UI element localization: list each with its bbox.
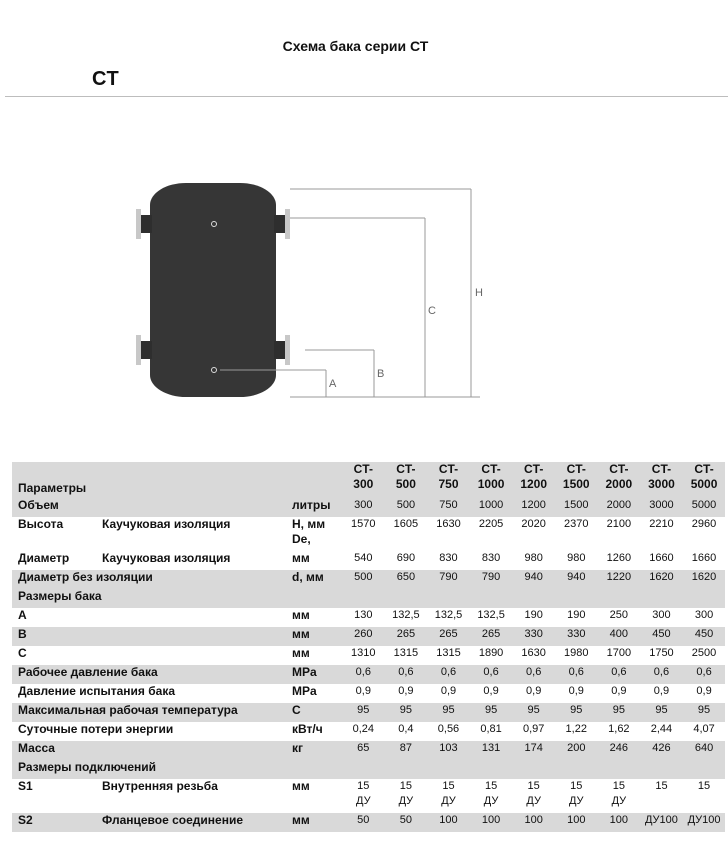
cell-value: 103: [427, 741, 470, 760]
cell-value: 790: [427, 570, 470, 589]
cell-value: 1660: [640, 551, 683, 570]
cell-value: 0,9: [640, 684, 683, 703]
row-label: Суточные потери энергии: [12, 722, 292, 741]
cell-value: 300: [683, 608, 726, 627]
cell-value: 95: [470, 703, 513, 722]
table-row: [12, 589, 725, 608]
row-unit: кВт/ч: [292, 722, 342, 741]
cell-value: 132,5: [470, 608, 513, 627]
cell-value: 640: [683, 741, 726, 760]
cell-value: 2,44: [640, 722, 683, 741]
cell-value: 15: [640, 779, 683, 813]
row-unit: [292, 589, 342, 608]
cell-value: 0,6: [555, 665, 598, 684]
cell-value: 15 ДУ: [555, 779, 598, 813]
cell-value: [512, 589, 555, 608]
cell-value: 87: [385, 741, 428, 760]
cell-value: 940: [555, 570, 598, 589]
cell-value: 500: [385, 498, 428, 517]
cell-value: 0,6: [512, 665, 555, 684]
cell-value: 830: [470, 551, 513, 570]
cell-value: 1605: [385, 517, 428, 551]
column-header: CT- 2000: [598, 462, 641, 498]
row-unit: d, мм: [292, 570, 342, 589]
cell-value: 1980: [555, 646, 598, 665]
cell-value: 1570: [342, 517, 385, 551]
row-label: Давление испытания бака: [12, 684, 292, 703]
cell-value: 15 ДУ: [598, 779, 641, 813]
row-sublabel: Каучуковая изоляция: [102, 517, 292, 551]
cell-value: 690: [385, 551, 428, 570]
cell-value: 190: [555, 608, 598, 627]
row-label: Масса: [12, 741, 292, 760]
cell-value: 130: [342, 608, 385, 627]
tank-diagram: [120, 175, 490, 405]
cell-value: 0,9: [427, 684, 470, 703]
cell-value: 1315: [427, 646, 470, 665]
row-sublabel: Каучуковая изоляция: [102, 551, 292, 570]
cell-value: 500: [342, 570, 385, 589]
row-unit: мм: [292, 608, 342, 627]
cell-value: 131: [470, 741, 513, 760]
table-row: [12, 517, 725, 551]
cell-value: [640, 760, 683, 779]
cell-value: 265: [385, 627, 428, 646]
row-unit: H, мм De,: [292, 517, 342, 551]
cell-value: 0,9: [385, 684, 428, 703]
row-unit: мм: [292, 779, 342, 813]
cell-value: ДУ100: [683, 813, 726, 832]
cell-value: 0,9: [470, 684, 513, 703]
cell-value: 95: [598, 703, 641, 722]
column-header: CT- 750: [427, 462, 470, 498]
cell-value: 1260: [598, 551, 641, 570]
table-row: [12, 779, 725, 813]
page-title: Схема бака серии СТ: [282, 38, 429, 54]
row-sublabel: Внутренняя резьба: [102, 779, 292, 813]
cell-value: 1500: [555, 498, 598, 517]
cell-value: 2370: [555, 517, 598, 551]
series-label: CT: [92, 68, 119, 90]
dim-label-b: B: [377, 368, 385, 380]
column-header: CT- 3000: [640, 462, 683, 498]
cell-value: 300: [342, 498, 385, 517]
cell-value: 265: [470, 627, 513, 646]
table-row: [12, 646, 725, 665]
cell-value: 1750: [640, 646, 683, 665]
cell-value: 1200: [512, 498, 555, 517]
row-label: Максимальная рабочая температура: [12, 703, 292, 722]
cell-value: 95: [640, 703, 683, 722]
cell-value: 0,9: [512, 684, 555, 703]
cell-value: 100: [470, 813, 513, 832]
cell-value: [470, 760, 513, 779]
cell-value: 50: [385, 813, 428, 832]
cell-value: 0,4: [385, 722, 428, 741]
cell-value: 95: [512, 703, 555, 722]
connector-left-bottom: [140, 341, 152, 359]
cell-value: 426: [640, 741, 683, 760]
cell-value: 300: [640, 608, 683, 627]
cell-value: 0,6: [342, 665, 385, 684]
cell-value: [683, 760, 726, 779]
table-row: [12, 627, 725, 646]
table-row: [12, 684, 725, 703]
column-header: CT- 1200: [512, 462, 555, 498]
cell-value: 250: [598, 608, 641, 627]
row-label: Размеры подключений: [12, 760, 292, 779]
table-header-row: [12, 462, 725, 498]
header-label: Параметры: [12, 462, 342, 498]
table-row: [12, 722, 725, 741]
column-header: CT- 5000: [683, 462, 726, 498]
cell-value: 95: [555, 703, 598, 722]
table-row: [12, 570, 725, 589]
row-label: Размеры бака: [12, 589, 292, 608]
cell-value: 100: [512, 813, 555, 832]
cell-value: [640, 589, 683, 608]
row-unit: мм: [292, 813, 342, 832]
cell-value: 330: [512, 627, 555, 646]
cell-value: 132,5: [427, 608, 470, 627]
cell-value: 15 ДУ: [512, 779, 555, 813]
cell-value: 330: [555, 627, 598, 646]
cell-value: 1310: [342, 646, 385, 665]
row-label: Диаметр без изоляции: [12, 570, 292, 589]
cell-value: 15: [683, 779, 726, 813]
cell-value: 0,24: [342, 722, 385, 741]
cell-value: 246: [598, 741, 641, 760]
table-row: [12, 703, 725, 722]
row-unit: мм: [292, 646, 342, 665]
table-row: [12, 813, 725, 832]
cell-value: 1630: [427, 517, 470, 551]
cell-value: 100: [427, 813, 470, 832]
row-unit: MPa: [292, 665, 342, 684]
cell-value: 1660: [683, 551, 726, 570]
cell-value: 0,97: [512, 722, 555, 741]
cell-value: [512, 760, 555, 779]
connector-right-top: [274, 215, 286, 233]
cell-value: 95: [683, 703, 726, 722]
cell-value: 15 ДУ: [427, 779, 470, 813]
table-row: [12, 665, 725, 684]
cell-value: [385, 760, 428, 779]
dim-label-c: C: [428, 305, 436, 317]
cell-value: 50: [342, 813, 385, 832]
row-label: A: [12, 608, 292, 627]
row-unit: мм: [292, 551, 342, 570]
cell-value: 65: [342, 741, 385, 760]
row-unit: [292, 760, 342, 779]
cell-value: 2020: [512, 517, 555, 551]
column-header: CT- 300: [342, 462, 385, 498]
cell-value: [555, 589, 598, 608]
row-sublabel: Фланцевое соединение: [102, 813, 292, 832]
row-label: Рабочее давление бака: [12, 665, 292, 684]
cell-value: 2000: [598, 498, 641, 517]
cell-value: 15 ДУ: [342, 779, 385, 813]
cell-value: 0,9: [598, 684, 641, 703]
column-header: CT- 1500: [555, 462, 598, 498]
cell-value: 0,9: [555, 684, 598, 703]
row-unit: MPa: [292, 684, 342, 703]
cell-value: 132,5: [385, 608, 428, 627]
cell-value: 0,56: [427, 722, 470, 741]
cell-value: 1000: [470, 498, 513, 517]
cell-value: [598, 589, 641, 608]
cell-value: 174: [512, 741, 555, 760]
cell-value: 830: [427, 551, 470, 570]
cell-value: 450: [640, 627, 683, 646]
row-label: S2: [12, 813, 102, 832]
cell-value: 0,6: [640, 665, 683, 684]
cell-value: 1700: [598, 646, 641, 665]
cell-value: 4,07: [683, 722, 726, 741]
cell-value: [427, 589, 470, 608]
cell-value: [342, 760, 385, 779]
cell-value: 2100: [598, 517, 641, 551]
table-row: [12, 551, 725, 570]
cell-value: 750: [427, 498, 470, 517]
connector-left-top: [140, 215, 152, 233]
cell-value: 0,6: [385, 665, 428, 684]
column-header: CT- 500: [385, 462, 428, 498]
cell-value: [385, 589, 428, 608]
table-row: [12, 498, 725, 517]
cell-value: [555, 760, 598, 779]
row-unit: кг: [292, 741, 342, 760]
cell-value: 1,62: [598, 722, 641, 741]
cell-value: ДУ100: [640, 813, 683, 832]
row-label: S1: [12, 779, 102, 813]
cell-value: 0,6: [427, 665, 470, 684]
cell-value: 5000: [683, 498, 726, 517]
cell-value: 260: [342, 627, 385, 646]
cell-value: 1890: [470, 646, 513, 665]
table-row: [12, 741, 725, 760]
cell-value: 0,9: [683, 684, 726, 703]
cell-value: 650: [385, 570, 428, 589]
cell-value: [683, 589, 726, 608]
cell-value: 3000: [640, 498, 683, 517]
cell-value: 0,9: [342, 684, 385, 703]
cell-value: 1620: [683, 570, 726, 589]
cell-value: [427, 760, 470, 779]
cell-value: 265: [427, 627, 470, 646]
cell-value: 95: [342, 703, 385, 722]
row-label: B: [12, 627, 292, 646]
tank-body: [150, 183, 276, 397]
cell-value: 200: [555, 741, 598, 760]
cell-value: 2205: [470, 517, 513, 551]
cell-value: 1,22: [555, 722, 598, 741]
cell-value: 95: [385, 703, 428, 722]
cell-value: [342, 589, 385, 608]
cell-value: 540: [342, 551, 385, 570]
cell-value: 1620: [640, 570, 683, 589]
cell-value: 2960: [683, 517, 726, 551]
cell-value: 190: [512, 608, 555, 627]
cell-value: [470, 589, 513, 608]
row-label: Объем: [12, 498, 292, 517]
row-label: Диаметр: [12, 551, 102, 570]
divider: [5, 96, 728, 97]
cell-value: 15 ДУ: [470, 779, 513, 813]
cell-value: 15 ДУ: [385, 779, 428, 813]
cell-value: 1315: [385, 646, 428, 665]
cell-value: 0,6: [683, 665, 726, 684]
row-label: C: [12, 646, 292, 665]
cell-value: [598, 760, 641, 779]
row-unit: литры: [292, 498, 342, 517]
cell-value: 980: [512, 551, 555, 570]
cell-value: 100: [598, 813, 641, 832]
cell-value: 0,6: [598, 665, 641, 684]
cell-value: 940: [512, 570, 555, 589]
cell-value: 1220: [598, 570, 641, 589]
cell-value: 0,6: [470, 665, 513, 684]
row-unit: мм: [292, 627, 342, 646]
cell-value: 95: [427, 703, 470, 722]
cell-value: 0,81: [470, 722, 513, 741]
dim-label-a: A: [329, 378, 337, 390]
cell-value: 1630: [512, 646, 555, 665]
cell-value: 400: [598, 627, 641, 646]
column-header: CT- 1000: [470, 462, 513, 498]
connector-right-bottom: [274, 341, 286, 359]
cell-value: 450: [683, 627, 726, 646]
cell-value: 790: [470, 570, 513, 589]
table-row: [12, 608, 725, 627]
specs-table: [12, 462, 725, 832]
table-row: [12, 760, 725, 779]
row-label: Высота: [12, 517, 102, 551]
dim-label-h: H: [475, 287, 483, 299]
cell-value: 980: [555, 551, 598, 570]
cell-value: 100: [555, 813, 598, 832]
row-unit: C: [292, 703, 342, 722]
cell-value: 2210: [640, 517, 683, 551]
cell-value: 2500: [683, 646, 726, 665]
